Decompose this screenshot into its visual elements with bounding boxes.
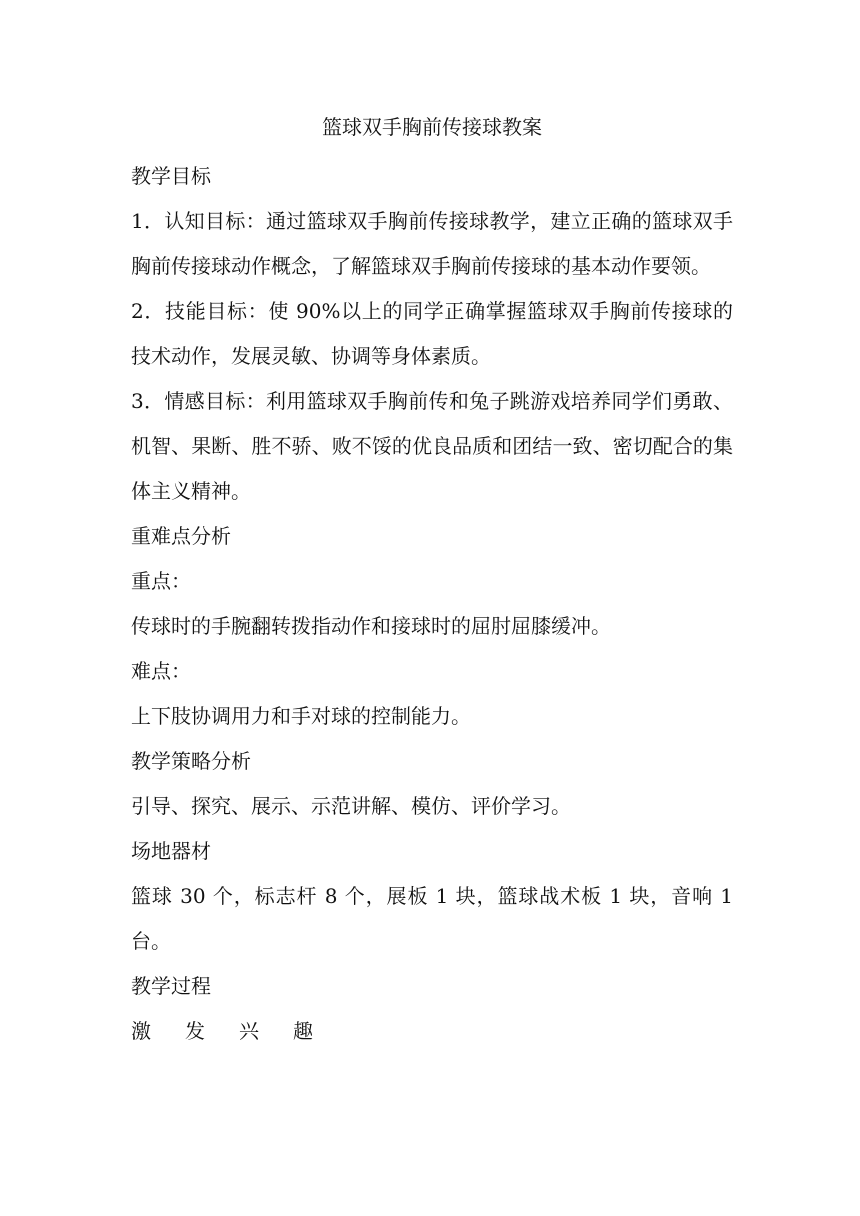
heading-venue-equipment: 场地器材 [131,839,211,863]
difficult-point-text: 上下肢协调用力和手对球的控制能力。 [131,704,471,728]
label-key-point: 重点： [131,569,191,593]
heading-key-difficult-points: 重难点分析 [131,524,231,548]
key-point-text: 传球时的手腕翻转拨指动作和接球时的屈肘屈膝缓冲。 [131,614,611,638]
goal-cognitive: 1．认知目标：通过篮球双手胸前传接球教学，建立正确的篮球双手胸前传接球动作概念，了解篮球双手胸前传接球的基本动作要领。 [131,209,733,278]
heading-teaching-strategy: 教学策略分析 [131,749,251,773]
document-title: 篮球双手胸前传接球教案 [322,115,542,139]
section-stimulate-interest: 激发兴趣 [131,1019,347,1043]
heading-teaching-goals: 教学目标 [131,164,211,188]
goal-skill: 2．技能目标：使 90%以上的同学正确掌握篮球双手胸前传接球的技术动作，发展灵敏、协调等身体素质。 [131,299,733,368]
venue-equipment-text: 篮球 30 个，标志杆 8 个，展板 1 块，篮球战术板 1 块，音响 1 台。 [131,884,733,953]
heading-teaching-process: 教学过程 [131,974,211,998]
goal-emotional: 3．情感目标：利用篮球双手胸前传和兔子跳游戏培养同学们勇敢、机智、果断、胜不骄、败不馁的优良品质和团结一致、密切配合的集体主义精神。 [131,389,733,503]
teaching-strategy-text: 引导、探究、展示、示范讲解、模仿、评价学习。 [131,794,571,818]
document-body [131,112,733,1054]
label-difficult-point: 难点： [131,659,191,683]
